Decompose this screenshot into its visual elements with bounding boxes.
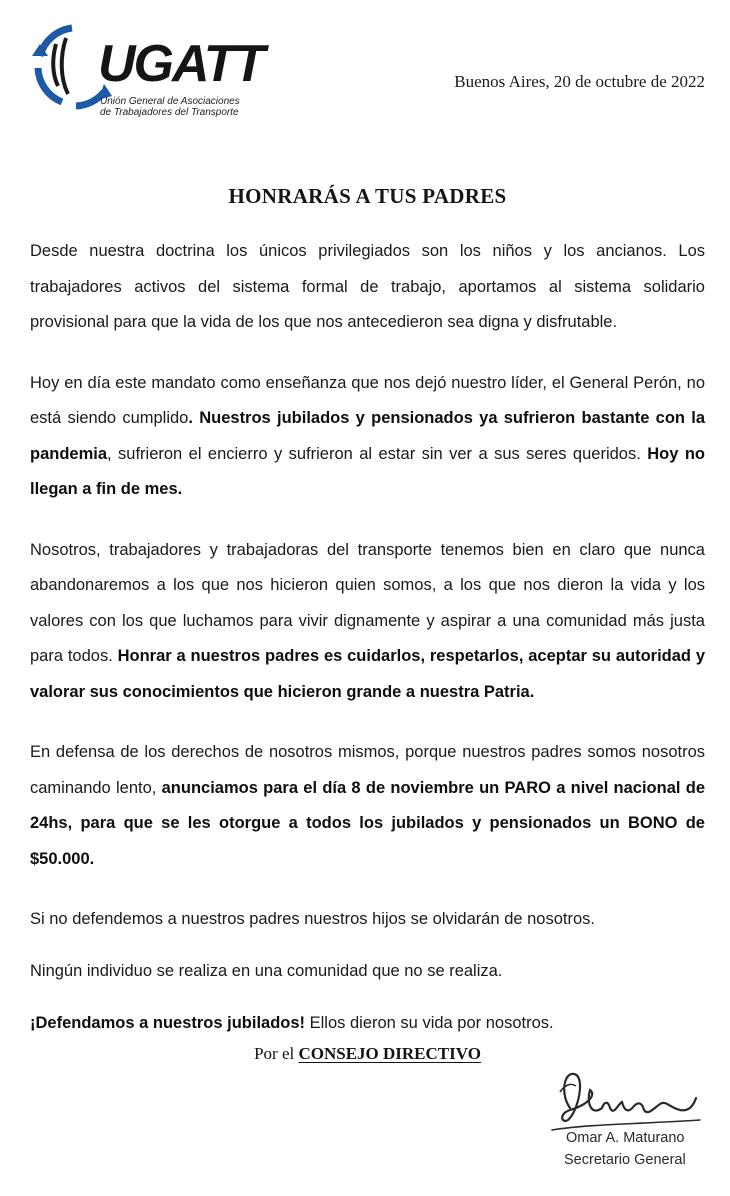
body-paragraph-3 — [30, 533, 705, 711]
text-run: Ningún individuo se realiza en una comunidad que no se realiza. — [30, 962, 503, 980]
signoff-prefix: Por el — [254, 1044, 299, 1063]
text-run: Ellos dieron su vida por nosotros. — [305, 1014, 554, 1032]
text-run: Nosotros, trabajadores y trabajadoras del transporte tenemos bien en claro que nunca abandonaremos a los que nos hicieron quien somos, a los que nos dieron la vida y los valores con los que luchamos para vivir dignamente y aspirar a una comunidad más justa para todos. — [30, 540, 705, 665]
letter-title: HONRARÁS A TUS PADRES — [228, 184, 507, 208]
bold-text-run: ¡Defendamos a nuestros jubilados! — [30, 1014, 306, 1032]
signer-name: Omar A. Maturano — [566, 1130, 685, 1146]
signoff-line — [0, 1044, 730, 1064]
body-paragraph-4 — [30, 735, 705, 877]
signer-role: Secretario General — [564, 1152, 686, 1168]
bold-text-run: . Nuestros jubilados y pensionados ya sufrieron bastante con la pandemia — [30, 409, 705, 463]
text-run: , sufrieron el encierro y sufrieron al estar sin ver a sus seres queridos. — [107, 444, 648, 463]
logo-subtitle-line-2: de Trabajadores del Transporte — [100, 107, 239, 118]
body-paragraph-2 — [30, 366, 705, 508]
text-run: En defensa de los derechos de nosotros mismos, porque nuestros padres somos nosotros caminando lento, — [30, 743, 705, 797]
logo-wordmark: UGATT — [98, 35, 264, 93]
signature-block — [530, 1064, 710, 1184]
council-name: CONSEJO DIRECTIVO — [298, 1044, 481, 1063]
logo-subtitle-line-1: Unión General de Asociaciones — [100, 96, 240, 107]
body-paragraph-5 — [30, 902, 705, 937]
body-paragraph-7 — [30, 1006, 705, 1041]
letter-body — [30, 234, 705, 1058]
ugatt-logo — [32, 16, 264, 118]
letter-date: Buenos Aires, 20 de octubre de 2022 — [454, 72, 705, 91]
body-paragraph-1 — [30, 234, 705, 341]
body-paragraph-6 — [30, 954, 705, 989]
text-run: Hoy en día este mandato como enseñanza que nos dejó nuestro líder, el General Perón, no está siendo cumplido — [30, 373, 705, 427]
bold-text-run: anunciamos para el día 8 de noviembre un PARO a nivel nacional de 24hs, para que se les otorgue a todos los jubilados y pensionados un BONO de $50.000. — [30, 778, 705, 868]
text-run: Desde nuestra doctrina los únicos privilegiados son los niños y los ancianos. Los trabajadores activos del sistema formal de trabajo, aportamos al sistema solidario provisional para que la vida de los que nos antecedieron sea digna y disfrutable. — [30, 242, 705, 331]
bold-text-run: Hoy no llegan a fin de mes. — [30, 444, 705, 498]
text-run: Si no defendemos a nuestros padres nuestros hijos se olvidarán de nosotros. — [30, 910, 596, 928]
bold-text-run: Honrar a nuestros padres es cuidarlos, respetarlos, aceptar su autoridad y valorar sus conocimientos que hicieron grande a nuestra Patria. — [30, 647, 705, 701]
